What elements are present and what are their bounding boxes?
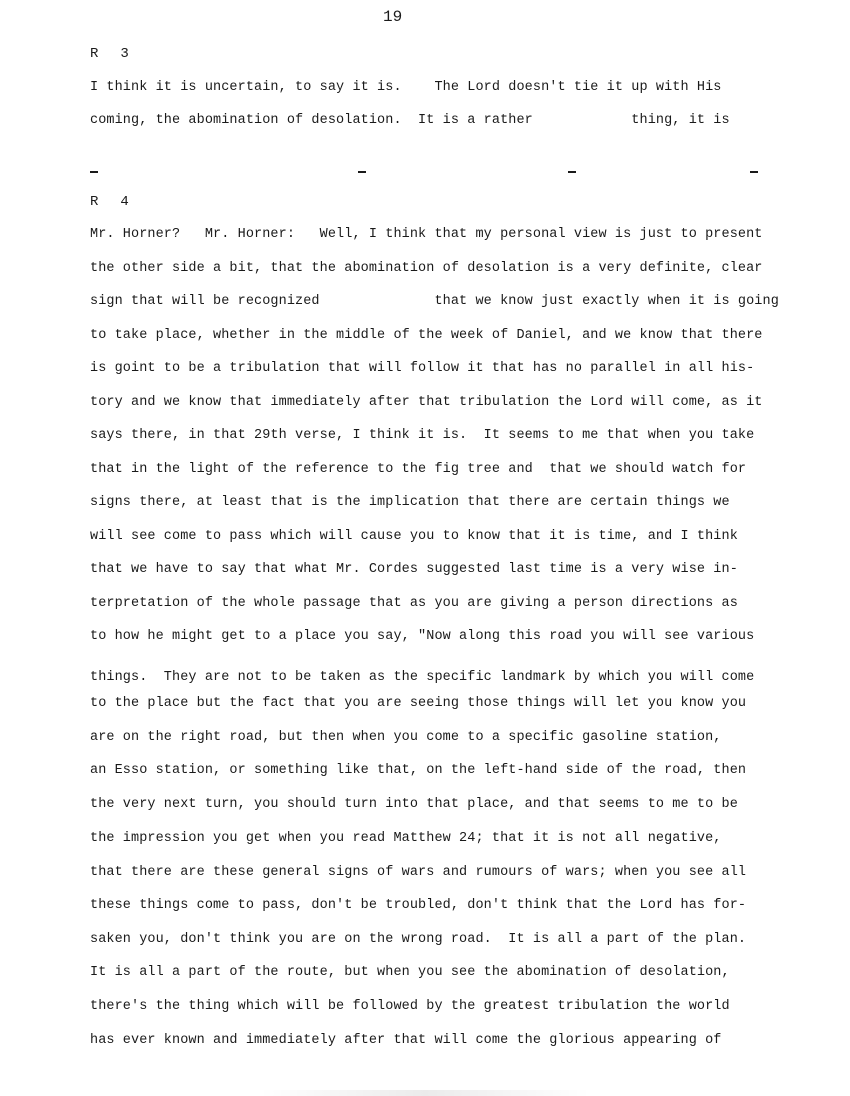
text-line: to how he might get to a place you say, "Now along this road you will see various (90, 629, 755, 644)
text-line: signs there, at least that is the implication that there are certain things we (90, 495, 730, 510)
speaker-number: 3 (120, 46, 129, 62)
text-line: the impression you get when you read Matthew 24; that it is not all negative, (90, 831, 722, 846)
text-line: tory and we know that immediately after that tribulation the Lord will come, as it (90, 395, 763, 410)
speaker-letter: R (90, 46, 99, 62)
text-line: I think it is uncertain, to say it is. The Lord doesn't tie it up with His (90, 80, 722, 95)
text-line: things. They are not to be taken as the specific landmark by which you will come (90, 670, 755, 685)
text-line: are on the right road, but then when you come to a specific gasoline station, (90, 730, 722, 745)
text-line: that we have to say that what Mr. Cordes suggested last time is a very wise in- (90, 562, 738, 577)
page-number: 19 (383, 8, 403, 26)
speaker-letter: R (90, 194, 99, 210)
text-line: terpretation of the whole passage that as you are giving a person directions as (90, 596, 738, 611)
text-line: is goint to be a tribulation that will follow it that has no parallel in all his- (90, 361, 755, 376)
text-line: that in the light of the reference to the fig tree and that we should watch for (90, 462, 747, 477)
scan-artifact (260, 1090, 590, 1096)
text-line: has ever known and immediately after that will come the glorious appearing of (90, 1033, 722, 1048)
text-line: sign that will be recognized that we know just exactly when it is going (90, 294, 779, 309)
speaker-label-r3 (90, 46, 129, 62)
text-line: that there are these general signs of wars and rumours of wars; when you see all (90, 865, 747, 880)
text-line: an Esso station, or something like that, on the left-hand side of the road, then (90, 763, 747, 778)
text-line: there's the thing which will be followed by the greatest tribulation the world (90, 999, 730, 1014)
text-line: to the place but the fact that you are seeing those things will let you know you (90, 696, 747, 711)
text-line: the very next turn, you should turn into that place, and that seems to me to be (90, 797, 738, 812)
speaker-label-r4 (90, 194, 129, 210)
text-line: the other side a bit, that the abomination of desolation is a very definite, clear (90, 261, 763, 276)
text-line: will see come to pass which will cause you to know that it is time, and I think (90, 529, 738, 544)
text-line: says there, in that 29th verse, I think it is. It seems to me that when you take (90, 428, 755, 443)
separator-dash (358, 171, 366, 173)
text-line: coming, the abomination of desolation. It is a rather thing, it is (90, 113, 730, 128)
text-line: saken you, don't think you are on the wrong road. It is all a part of the plan. (90, 932, 747, 947)
separator-dash (90, 171, 98, 173)
text-line: to take place, whether in the middle of the week of Daniel, and we know that there (90, 328, 763, 343)
text-line: It is all a part of the route, but when you see the abomination of desolation, (90, 965, 730, 980)
separator-dash (750, 171, 758, 173)
speaker-number: 4 (120, 194, 129, 210)
text-line: Mr. Horner? Mr. Horner: Well, I think that my personal view is just to present (90, 227, 763, 242)
separator-dash (568, 171, 576, 173)
text-line: these things come to pass, don't be troubled, don't think that the Lord has for- (90, 898, 747, 913)
